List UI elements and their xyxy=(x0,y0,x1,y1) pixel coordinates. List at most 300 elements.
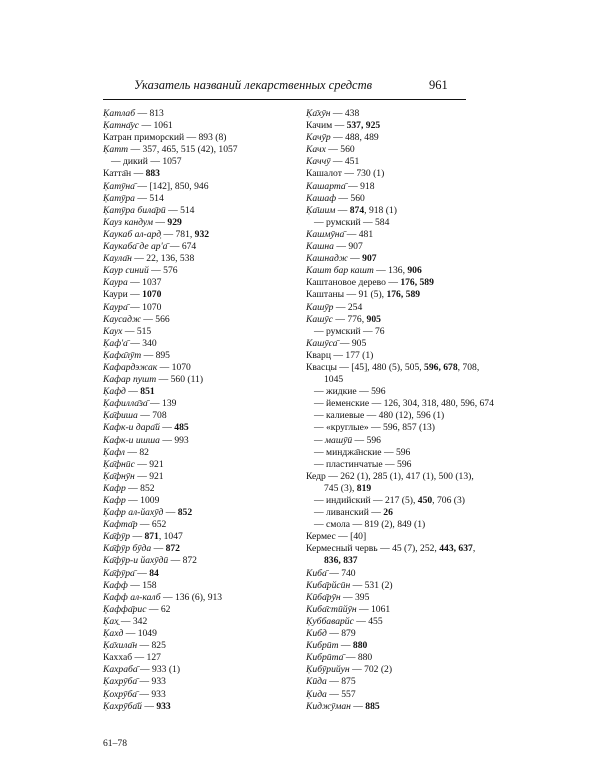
entry-term: Ḳаффа̄рис xyxy=(103,603,147,615)
entry-page-refs: 531 (2) xyxy=(364,579,393,591)
index-entry: Ḳаффа̄рис — 62 xyxy=(103,603,171,615)
index-entry: Каукаб ал-ард̣ — 781, 932 xyxy=(103,228,210,240)
entry-term: Кермесный червь xyxy=(306,543,378,555)
entry-term: Кварц xyxy=(306,349,331,361)
entry-term: Кашмӯна̄ xyxy=(306,228,345,240)
entry-page-refs: 921 xyxy=(149,470,164,482)
entry-page-refs: 1057 xyxy=(162,156,182,168)
entry-term: Кафф ал-калб xyxy=(103,591,161,603)
entry-page-refs: 1061 xyxy=(370,603,391,615)
index-entry: Каури — 1070 xyxy=(103,289,162,301)
entry-page-refs: 254 xyxy=(347,301,363,313)
entry-page-refs: 993 xyxy=(174,434,189,446)
entry-term: Квасцы xyxy=(306,361,337,373)
index-entry: Каххаб — 127 xyxy=(103,652,161,664)
entry-page-refs: 126, 304, 318, 480, 596, 674 xyxy=(383,398,494,410)
entry-term: Кафардэжак xyxy=(103,361,158,373)
entry-page-refs: 776, 905 xyxy=(347,313,381,325)
entry-continuation: 745 (3), 819 xyxy=(324,482,372,494)
entry-term: Каххаб xyxy=(103,652,133,664)
entry-term: — индийский xyxy=(314,495,371,506)
index-entry: Ḳа̄фиша — 708 xyxy=(103,410,167,422)
entry-term: Ḳахд xyxy=(103,628,124,640)
entry-page-refs: 1049 xyxy=(137,628,157,640)
entry-page-refs: 357, 465, 515 (42), 1057 xyxy=(142,144,238,156)
entry-term: Каура̄ xyxy=(103,301,128,313)
index-entry: Катран приморский — 893 (8) xyxy=(103,132,227,144)
entry-page-refs: 929 xyxy=(167,216,182,228)
entry-term: Ḳатлаб xyxy=(103,108,136,119)
entry-term: Ḳибӯрийун xyxy=(306,664,350,676)
index-entry: Киба̄рйсӣн — 531 (2) xyxy=(306,579,393,591)
entry-page-refs: 76 xyxy=(374,325,385,337)
entry-term: Кӣба̄рӯн xyxy=(306,591,341,603)
index-entry: Каула̄н — 22, 136, 538 xyxy=(103,253,195,265)
entry-term: Ḳохрӯба̄ xyxy=(103,688,137,700)
entry-term: — йеменские xyxy=(314,398,370,410)
index-entry: — индийский — 217 (5), 450, 706 (3) xyxy=(314,495,465,506)
index-entry: Кафф ал-калб — 136 (6), 913 xyxy=(103,591,223,603)
entry-page-refs: 514 xyxy=(180,204,195,216)
index-entry: Каусадж — 566 xyxy=(103,313,170,325)
index-entry: — йеменские — 126, 304, 318, 480, 596, 674 xyxy=(314,398,494,410)
entry-term: — калиевые xyxy=(314,410,365,422)
entry-page-refs: 584 xyxy=(374,216,390,228)
entry-page-refs: 91 (5), 176, 589 xyxy=(358,289,421,301)
entry-page-refs: 485 xyxy=(174,422,189,434)
index-entry: Киба̄стӣйӯн — 1061 xyxy=(306,603,391,615)
entry-page-refs: 136, 906 xyxy=(388,265,422,277)
entry-term: Ка̄фӯр-и йахӯдӣ xyxy=(103,555,169,567)
entry-page-refs: [40] xyxy=(350,531,367,543)
entry-page-refs: 560 xyxy=(350,192,365,204)
index-entry: Ка̄фӯр бӯда — 872 xyxy=(103,543,180,555)
index-entry: Катта̄н — 883 xyxy=(103,168,160,180)
entry-term: Кибрӣта̄ xyxy=(306,652,344,664)
entry-term: Каччӯ xyxy=(306,156,331,168)
entry-term: Ḳа̄хила̄н xyxy=(103,640,138,652)
entry-term: Ḳа̄фнӣс xyxy=(103,458,135,470)
entry-page-refs: 907 xyxy=(348,241,363,253)
entry-term: — румский xyxy=(314,216,361,228)
entry-page-refs: 22, 136, 538 xyxy=(146,253,195,265)
right-index-column xyxy=(306,108,494,713)
index-entry: Кибрӣта̄ — 880 xyxy=(306,652,373,664)
entry-term: Ḳафилла̄за̄ xyxy=(103,398,148,410)
entry-page-refs: 872 xyxy=(165,543,180,555)
index-entry: Ḳа̄шим — 874, 918 (1) xyxy=(306,204,397,216)
entry-page-refs: 781, 932 xyxy=(175,228,210,240)
entry-page-refs: 852 xyxy=(140,482,155,494)
index-entry: Каукаба̄ де ар'а̄ — 674 xyxy=(103,241,197,253)
entry-page-refs: 872 xyxy=(182,555,197,567)
entry-page-refs: 557 xyxy=(341,688,356,700)
entry-page-refs: 480 (12), 596 (1) xyxy=(378,410,445,422)
entry-term: Кашнадж xyxy=(306,253,348,265)
entry-page-refs: 879 xyxy=(341,628,356,640)
index-entry: Каух — 515 xyxy=(103,325,152,337)
entry-page-refs: 596 xyxy=(395,446,411,458)
entry-term: Ḳатӯра била̄рӣ xyxy=(103,204,166,216)
index-entry: Кашӯр — 254 xyxy=(306,301,363,313)
entry-page-refs: 566 xyxy=(155,313,170,325)
index-entry: Каччӯ — 451 xyxy=(306,156,360,168)
entry-page-refs: 136 (6), 913 xyxy=(174,591,223,603)
entry-page-refs: 933 xyxy=(156,700,171,712)
entry-page-refs: 177 (1) xyxy=(345,349,374,361)
entry-term: Ḳафл xyxy=(103,446,125,458)
entry-term: Ḳатӯна̄ xyxy=(103,180,135,192)
index-entry: Квасцы — [45], 480 (5), 505, 596, 678, 708, xyxy=(306,361,480,373)
entry-term: Ḳа̄хӯн xyxy=(306,108,331,119)
entry-page-refs: 730 (1) xyxy=(356,168,385,180)
index-entry: Качх — 560 xyxy=(306,144,355,156)
index-entry: Кафк-и дара̄й — 485 xyxy=(103,422,189,434)
index-entry: Киджӯман — 885 xyxy=(306,700,380,712)
entry-continuation: 836, 837 xyxy=(324,555,358,567)
index-entry: — «круглые» — 596, 857 (13) xyxy=(314,422,436,434)
entry-term: Катран приморский xyxy=(103,132,185,144)
entry-term: Кауз кандум xyxy=(103,216,153,228)
entry-term: — дикий xyxy=(111,156,148,168)
index-entry: Ḳибӯрийун — 702 (2) xyxy=(306,664,393,676)
entry-term: — минджа̄нские xyxy=(314,446,382,458)
index-entry: Кафар пушт — 560 (11) xyxy=(103,374,204,386)
index-entry: Кафр — 852 xyxy=(103,482,155,494)
entry-term: — машӯӣ xyxy=(314,434,353,446)
entry-term: Каура xyxy=(103,277,128,289)
entry-term: Ḳахрӯба̄й xyxy=(103,700,142,712)
index-entry: Ḳафд — 851 xyxy=(103,386,155,398)
entry-term: Кафр xyxy=(103,495,126,506)
index-entry: Кибрӣт — 880 xyxy=(306,640,368,652)
entry-page-refs: 702 (2) xyxy=(364,664,393,676)
index-entry: Ḳа̄хӯн — 438 xyxy=(306,108,360,119)
index-entry: — смола — 819 (2), 849 (1) xyxy=(314,519,426,531)
entry-term: Кафк-и ишша xyxy=(103,434,160,446)
index-entry: Кашаф — 560 xyxy=(306,192,365,204)
index-entry: Каштановое дерево — 176, 589 xyxy=(306,277,434,289)
entry-page-refs: 825 xyxy=(151,640,166,652)
index-entry: — минджа̄нские — 596 xyxy=(314,446,411,458)
entry-page-refs: 340 xyxy=(142,337,157,349)
index-entry: Каштаны — 91 (5), 176, 589 xyxy=(306,289,421,301)
index-entry: Ḳафа̄лӯт — 895 xyxy=(103,349,170,361)
index-entry: Киба̄ — 740 xyxy=(306,567,356,579)
index-entry: Кашарта̄ — 918 xyxy=(306,180,375,192)
entry-term: Ка̄фӯр бӯда xyxy=(103,543,152,555)
index-entry: Ḳатна̄ус — 1061 xyxy=(103,120,173,132)
printer-signature: 61–78 xyxy=(103,738,127,749)
index-entry: — пластинчатые — 596 xyxy=(314,458,412,470)
entry-page-refs: 874, 918 (1) xyxy=(349,204,397,216)
entry-continuation: 1045 xyxy=(324,374,344,386)
index-entry: Кахраба̄ — 933 (1) xyxy=(103,664,181,676)
index-entry: Ḳатӯра — 514 xyxy=(103,192,164,204)
entry-page-refs: 481 xyxy=(358,228,374,240)
entry-term: Кашалот xyxy=(306,168,342,180)
entry-term: Кафф xyxy=(103,579,128,591)
index-entry: Кафф — 158 xyxy=(103,579,157,591)
entry-term: Ḳафд xyxy=(103,386,126,398)
entry-page-refs: 596, 857 (13) xyxy=(383,422,436,434)
entry-term: Кибд xyxy=(306,628,327,640)
entry-page-refs: [45], 480 (5), 505, 596, 678, 708, xyxy=(351,361,480,373)
entry-page-refs: 84 xyxy=(149,567,159,579)
entry-term: Каусадж xyxy=(103,313,141,325)
entry-term: Кашаф xyxy=(306,192,337,204)
entry-term: Ḳатна̄ус xyxy=(103,120,140,132)
entry-page-refs: 515 xyxy=(136,325,152,337)
index-entry: Ḳафилла̄за̄ — 139 xyxy=(103,398,177,410)
entry-page-refs: 1009 xyxy=(140,495,160,506)
index-entry: Кедр — 262 (1), 285 (1), 417 (1), 500 (13), xyxy=(306,470,474,482)
entry-term: Кибрӣт xyxy=(306,640,339,652)
entry-term: Каух xyxy=(103,325,123,337)
index-entry: Каур синий — 576 xyxy=(103,265,178,277)
entry-page-refs: 45 (7), 252, 443, 637, xyxy=(392,543,476,555)
index-entry: Ḳа̄фнӯн — 921 xyxy=(103,470,164,482)
entry-term: — «круглые» xyxy=(314,422,369,434)
entry-page-refs: 451 xyxy=(344,156,360,168)
index-entry: Ḳатӯна̄ — [142], 850, 946 xyxy=(103,180,209,192)
header-rule xyxy=(103,99,466,100)
entry-page-refs: 933 (1) xyxy=(152,664,181,676)
index-entry: Ḳахрӯба̄й — 933 xyxy=(103,700,171,712)
entry-page-refs: 127 xyxy=(146,652,161,664)
index-entry: Качӯр — 488, 489 xyxy=(306,132,379,144)
index-entry: Ḳа̄хила̄н — 825 xyxy=(103,640,166,652)
entry-page-refs: 875 xyxy=(341,676,356,688)
entry-page-refs: 26 xyxy=(383,507,393,519)
entry-page-refs: 262 (1), 285 (1), 417 (1), 500 (13), xyxy=(340,470,474,482)
index-entry: Ḳах̱ — 342 xyxy=(103,615,148,627)
index-entry: Кашӯса̄ — 905 xyxy=(306,337,367,349)
entry-term: Ка̄фӯра̄ xyxy=(103,567,135,579)
index-entry: Кибд — 879 xyxy=(306,628,356,640)
entry-term: Кедр xyxy=(306,470,326,482)
entry-term: Каукаб ал-ард̣ xyxy=(103,228,162,240)
entry-page-refs: 883 xyxy=(145,168,160,180)
entry-page-refs: 596 xyxy=(371,386,386,398)
index-entry: Каура̄ — 1070 xyxy=(103,301,162,313)
entry-page-refs: 885 xyxy=(365,700,380,712)
index-entry: Кашна — 907 xyxy=(306,241,363,253)
entry-term: Киба̄рйсӣн xyxy=(306,579,351,591)
entry-term: Кахраба̄ xyxy=(103,664,138,676)
entry-term: Киба̄стӣйӯн xyxy=(306,603,357,615)
running-header xyxy=(103,73,466,97)
entry-page-refs: 576 xyxy=(163,265,178,277)
index-entry: Кафта̄р — 652 xyxy=(103,519,167,531)
index-entry: — жидкие — 596 xyxy=(314,386,386,398)
entry-page-refs: 395 xyxy=(355,591,370,603)
entry-term: Кафта̄р xyxy=(103,519,138,531)
entry-term: Ḳида xyxy=(306,688,327,700)
entry-page-refs: 514 xyxy=(149,192,164,204)
entry-page-refs: 893 (8) xyxy=(198,132,227,144)
entry-term: Кафар пушт xyxy=(103,374,157,386)
entry-page-refs: 918 xyxy=(360,180,375,192)
entry-page-refs: 176, 589 xyxy=(400,277,434,289)
entry-page-refs: 82 xyxy=(139,446,149,458)
index-entry: Кашт бар кашт — 136, 906 xyxy=(306,265,422,277)
index-entry: Ḳахд — 1049 xyxy=(103,628,157,640)
entry-page-refs: 1070 xyxy=(142,301,162,313)
entry-term: Ḳатт xyxy=(103,144,129,156)
page-number: 961 xyxy=(429,78,448,92)
entry-page-refs: 560 xyxy=(340,144,355,156)
entry-page-refs: 438 xyxy=(344,108,360,119)
entry-term: Ḳа̄шим xyxy=(306,204,336,216)
entry-page-refs: 455 xyxy=(368,615,383,627)
entry-term: Кафк-и дара̄й xyxy=(103,422,160,434)
entry-term: — смола xyxy=(314,519,351,531)
entry-page-refs: 905 xyxy=(351,337,367,349)
entry-page-refs: 652 xyxy=(151,519,167,531)
index-entry: Кашалот — 730 (1) xyxy=(306,168,385,180)
entry-page-refs: 819 (2), 849 (1) xyxy=(364,519,426,531)
entry-term: Ḳа̄фнӯн xyxy=(103,470,135,482)
entry-term: Кашӯса̄ xyxy=(306,337,338,349)
index-entry: Ḳа̄фнӣс — 921 xyxy=(103,458,164,470)
index-entry: Ка̄фӯр-и йахӯдӣ — 872 xyxy=(103,555,197,567)
entry-page-refs: 560 (11) xyxy=(170,374,204,386)
entry-term: Каштановое дерево xyxy=(306,277,386,289)
entry-term: Кашт бар кашт xyxy=(306,265,374,277)
index-entry: Ḳуббаварйс — 455 xyxy=(306,615,383,627)
entry-page-refs: 1037 xyxy=(142,277,162,289)
index-entry: Ка̄фӯр — 871, 1047 xyxy=(103,531,183,543)
entry-page-refs: 1070 xyxy=(142,289,162,301)
entry-term: Кермес xyxy=(306,531,336,543)
entry-page-refs: 813 xyxy=(149,108,164,119)
entry-term: Ḳафр ал-йахӯд xyxy=(103,507,164,519)
entry-page-refs: 342 xyxy=(132,615,148,627)
entry-term: Ка̄фӯр xyxy=(103,531,131,543)
entry-term: Кашарта̄ xyxy=(306,180,346,192)
entry-term: Качим xyxy=(306,120,333,132)
entry-page-refs: 537, 925 xyxy=(346,120,381,132)
entry-term: Качӯр xyxy=(306,132,331,144)
entry-term: Киджӯман xyxy=(306,700,351,712)
index-entry: — румский — 584 xyxy=(314,216,390,228)
index-entry: Ḳатлаб — 813 xyxy=(103,108,164,119)
entry-page-refs: 62 xyxy=(160,603,171,615)
index-entry: Ḳатӯра била̄рӣ — 514 xyxy=(103,204,195,216)
entry-page-refs: 871, 1047 xyxy=(144,531,183,543)
entry-term: Каукаба̄ де ар'а̄ xyxy=(103,241,168,253)
index-entry: — машӯӣ — 596 xyxy=(314,434,381,446)
index-entry: Кашмӯна̄ — 481 xyxy=(306,228,374,240)
entry-page-refs: 139 xyxy=(162,398,177,410)
entry-page-refs: 933 xyxy=(151,676,166,688)
entry-page-refs: 933 xyxy=(151,688,166,700)
entry-page-refs: 596 xyxy=(397,458,412,470)
entry-term: Кашӯр xyxy=(306,301,334,313)
entry-page-refs: 1070 xyxy=(171,361,191,373)
entry-term: Кафр xyxy=(103,482,126,494)
index-entry: Кӣба̄рӯн — 395 xyxy=(306,591,370,603)
index-entry: Кварц — 177 (1) xyxy=(306,349,374,361)
index-entry: Ḳатт — 357, 465, 515 (42), 1057 xyxy=(103,144,238,156)
entry-term: Каур синий xyxy=(103,265,149,277)
index-entry: Кӣда — 875 xyxy=(306,676,356,688)
index-entry: Ḳафр ал-йахӯд — 852 xyxy=(103,507,193,519)
entry-page-refs: 740 xyxy=(341,567,356,579)
entry-page-refs: 488, 489 xyxy=(345,132,379,144)
entry-term: — пластинчатые xyxy=(314,458,383,470)
entry-page-refs: 158 xyxy=(142,579,157,591)
left-index-column xyxy=(103,108,278,713)
entry-term: Кӣда xyxy=(306,676,327,688)
index-entry: Ка̄фӯра̄ — 84 xyxy=(103,567,159,579)
index-entry: Кермесный червь — 45 (7), 252, 443, 637, xyxy=(306,543,476,555)
entry-page-refs: [142], 850, 946 xyxy=(149,180,209,192)
index-entry: Ḳаф'а̄ — 340 xyxy=(103,337,157,349)
index-entry: — калиевые — 480 (12), 596 (1) xyxy=(314,410,445,422)
entry-term: Ḳуббаварйс xyxy=(306,615,354,627)
entry-term: Каула̄н xyxy=(103,253,132,265)
entry-term: Качх xyxy=(306,144,326,156)
entry-page-refs: 708 xyxy=(152,410,167,422)
index-entry: Кашнадж — 907 xyxy=(306,253,377,265)
entry-term: Кашӯс xyxy=(306,313,333,325)
entry-page-refs: 851 xyxy=(140,386,155,398)
entry-term: Каури xyxy=(103,289,128,301)
entry-page-refs: 907 xyxy=(362,253,377,265)
entry-page-refs: 674 xyxy=(181,241,197,253)
entry-page-refs: 596 xyxy=(366,434,381,446)
entry-term: Ḳаф'а̄ xyxy=(103,337,128,349)
index-entry: Ḳохрӯба̄ — 933 xyxy=(103,688,166,700)
index-entry: Ḳафл — 82 xyxy=(103,446,149,458)
index-entry: Кафк-и ишша — 993 xyxy=(103,434,189,446)
entry-term: Киба̄ xyxy=(306,567,327,579)
entry-term: Кашна xyxy=(306,241,334,253)
entry-term: — жидкие xyxy=(314,386,357,398)
entry-page-refs: 880 xyxy=(357,652,373,664)
index-entry: Качим — 537, 925 xyxy=(306,120,381,132)
entry-term: Ḳах̱ xyxy=(103,615,119,627)
entry-page-refs: 1061 xyxy=(153,120,173,132)
index-entry: — румский — 76 xyxy=(314,325,385,337)
entry-page-refs: 880 xyxy=(352,640,368,652)
entry-term: — румский xyxy=(314,325,361,337)
index-entry: Каура — 1037 xyxy=(103,277,162,289)
entry-page-refs: 921 xyxy=(149,458,164,470)
entry-page-refs: 852 xyxy=(177,507,193,519)
entry-term: — ливанский xyxy=(314,507,369,519)
entry-term: Каштаны xyxy=(306,289,345,301)
entry-page-refs: 895 xyxy=(155,349,170,361)
index-entry: Кауз кандум — 929 xyxy=(103,216,182,228)
index-entry: Ḳахрӯба̄ — 933 xyxy=(103,676,166,688)
entry-term: Ḳафа̄лӯт xyxy=(103,349,142,361)
index-entry: Кафр — 1009 xyxy=(103,495,160,506)
entry-page-refs: 217 (5), 450, 706 (3) xyxy=(385,495,465,506)
entry-term: Катта̄н xyxy=(103,168,132,180)
running-title: Указатель названий лекарственных средств xyxy=(133,78,373,92)
index-entry: Ḳида — 557 xyxy=(306,688,356,700)
entry-term: Ḳатӯра xyxy=(103,192,135,204)
index-entry: Кашӯс — 776, 905 xyxy=(306,313,381,325)
entry-term: Ḳахрӯба̄ xyxy=(103,676,138,688)
index-entry: Кермес — [40] xyxy=(306,531,367,543)
index-entry: Кафардэжак — 1070 xyxy=(103,361,191,373)
index-entry: — дикий — 1057 xyxy=(111,156,182,168)
entry-term: Ḳа̄фиша xyxy=(103,410,138,422)
